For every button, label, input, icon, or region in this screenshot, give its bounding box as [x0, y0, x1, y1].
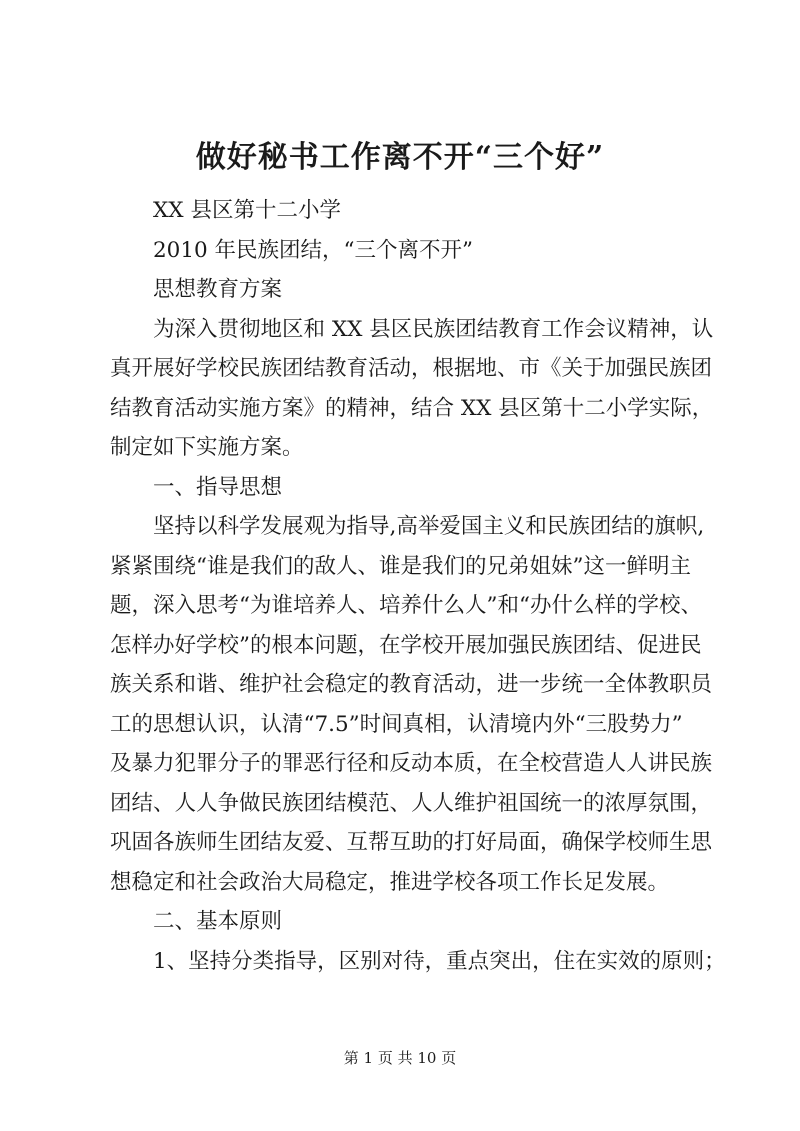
body-line: 为深入贯彻地区和 XX 县区民族团结教育工作会议精神，认 — [110, 317, 714, 342]
section-heading: 二、基本原则 — [110, 909, 283, 934]
body-line: 坚持以科学发展观为指导,高举爱国主义和民族团结的旗帜, — [110, 514, 705, 539]
body-line: 思想教育方案 — [110, 277, 283, 302]
body-line: 怎样办好学校”的根本问题，在学校开展加强民族团结、促进民 — [110, 633, 702, 658]
body-line: 族关系和谐、维护社会稳定的教育活动，进一步统一全体教职员 — [110, 672, 713, 697]
document-title: 做好秘书工作离不开“三个好” — [195, 140, 605, 175]
body-line: 结教育活动实施方案》的精神，结合 XX 县区第十二小学实际， — [110, 396, 714, 421]
body-line: 团结、人人争做民族团结模范、人人维护祖国统一的浓厚氛围， — [110, 791, 713, 816]
body-line: 真开展好学校民族团结教育活动，根据地、市《关于加强民族团 — [110, 356, 713, 381]
body-line: 题，深入思考“为谁培养人、培养什么人”和“办什么样的学校、 — [110, 593, 702, 618]
body-line: 2010 年民族团结，“三个离不开” — [110, 238, 474, 263]
body-line: 制定如下实施方案。 — [110, 435, 304, 460]
body-line: 及暴力犯罪分子的罪恶行径和反动本质，在全校营造人人讲民族 — [110, 751, 713, 776]
page-footer: 第 1 页 共 10 页 — [343, 1049, 457, 1067]
section-heading: 一、指导思想 — [110, 475, 283, 500]
body-line: 巩固各族师生团结友爱、互帮互助的打好局面，确保学校师生思 — [110, 830, 713, 855]
body-line: 紧紧围绕“谁是我们的敌人、谁是我们的兄弟姐妹”这一鲜明主 — [110, 554, 691, 579]
body-line: 想稳定和社会政治大局稳定，推进学校各项工作长足发展。 — [110, 870, 670, 895]
body-line: XX 县区第十二小学 — [110, 198, 341, 223]
body-line: 1、坚持分类指导，区别对待，重点突出，住在实效的原则； — [110, 949, 726, 974]
body-line: 工的思想认识，认清“7.5”时间真相，认清境内外“三股势力” — [110, 712, 683, 737]
